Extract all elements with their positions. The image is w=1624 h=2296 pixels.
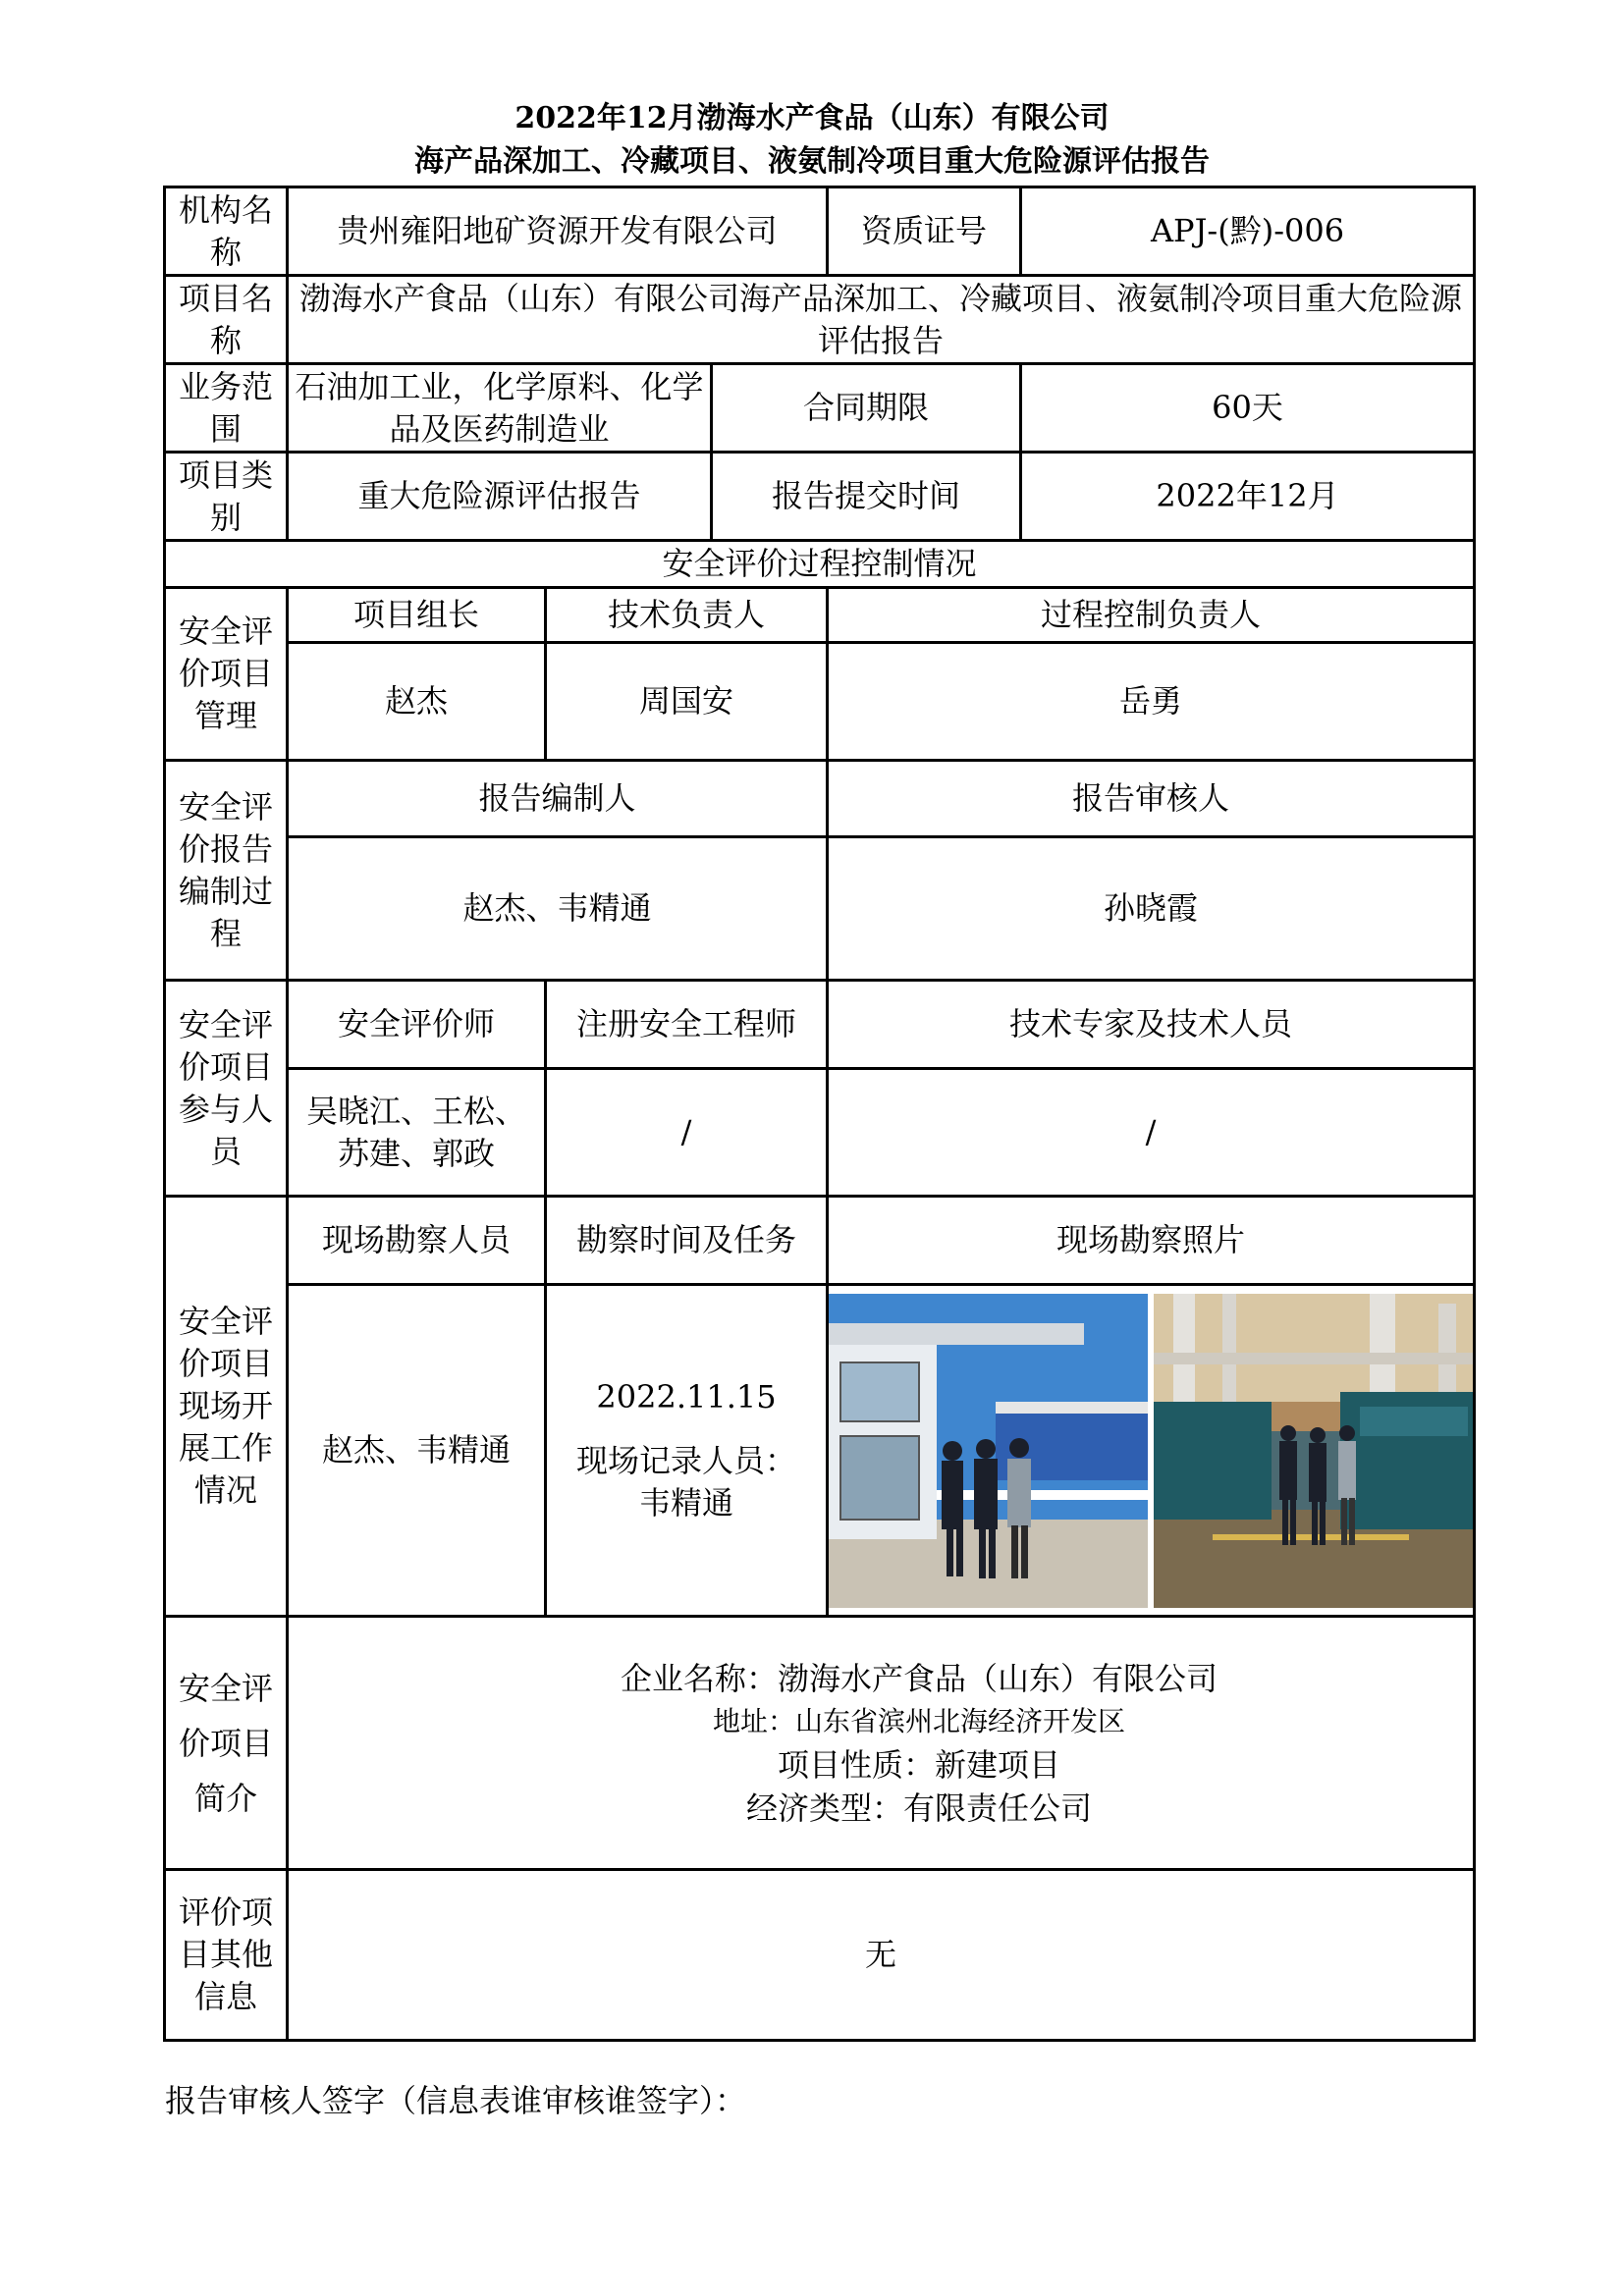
org-name-label: 机构名称 [165, 187, 288, 276]
tech-lead-value: 周国安 [546, 643, 828, 761]
document-title-line1: 2022年12月渤海水产食品（山东）有限公司 [514, 101, 1110, 135]
evaluator-value: 吴晓江、王松、苏建、郭政 [288, 1069, 546, 1197]
contract-term-value: 60天 [1021, 364, 1475, 453]
compiler-value: 赵杰、韦精通 [288, 837, 828, 981]
intro-value [288, 1617, 1475, 1870]
process-lead-header: 过程控制负责人 [828, 588, 1475, 643]
project-name-label: 项目名称 [165, 276, 288, 364]
site-staff-value: 赵杰、韦精通 [288, 1285, 546, 1617]
intro-econ: 经济类型：有限责任公司 [746, 1789, 1093, 1827]
evaluator-header: 安全评价师 [288, 981, 546, 1069]
registered-engineer-value: / [546, 1069, 828, 1197]
site-photos-header: 现场勘察照片 [828, 1197, 1475, 1285]
site-staff-header: 现场勘察人员 [288, 1197, 546, 1285]
project-type-label: 项目类别 [165, 453, 288, 541]
project-type-value: 重大危险源评估报告 [288, 453, 712, 541]
reviewer-header: 报告审核人 [828, 761, 1475, 837]
intro-nature: 项目性质：新建项目 [778, 1745, 1061, 1784]
site-photo-machine-room [1154, 1294, 1473, 1608]
evaluation-info-table [163, 186, 1476, 2042]
experts-header: 技术专家及技术人员 [828, 981, 1475, 1069]
reviewer-signature-label: 报告审核人签字（信息表谁审核谁签字）： [165, 2082, 747, 2119]
site-photos-cell [828, 1285, 1475, 1617]
other-info-label: 评价项目其他信息 [165, 1870, 288, 2041]
intro-address: 地址：山东省滨州北海经济开发区 [713, 1704, 1126, 1737]
cert-no-label: 资质证号 [828, 187, 1021, 276]
tech-lead-header: 技术负责人 [546, 588, 828, 643]
intro-label: 安全评价项目简介 [165, 1617, 288, 1870]
document-title-line2: 海产品深加工、冷藏项目、液氨制冷项目重大危险源评估报告 [414, 144, 1210, 179]
registered-engineer-header: 注册安全工程师 [546, 981, 828, 1069]
org-name-value: 贵州雍阳地矿资源开发有限公司 [288, 187, 828, 276]
leader-value: 赵杰 [288, 643, 546, 761]
site-time-task-header: 勘察时间及任务 [546, 1197, 828, 1285]
site-work-label: 安全评价项目现场开展工作情况 [165, 1197, 288, 1617]
site-time-task-value [546, 1285, 828, 1617]
process-control-heading: 安全评价过程控制情况 [165, 541, 1475, 588]
contract-term-label: 合同期限 [712, 364, 1021, 453]
submit-time-label: 报告提交时间 [712, 453, 1021, 541]
intro-company: 企业名称：渤海水产食品（山东）有限公司 [621, 1659, 1218, 1697]
site-recorder: 韦精通 [639, 1484, 734, 1522]
leader-header: 项目组长 [288, 588, 546, 643]
site-recorder-label: 现场记录人员： [576, 1442, 797, 1479]
business-scope-label: 业务范围 [165, 364, 288, 453]
cert-no-value: APJ-(黔)-006 [1021, 187, 1475, 276]
project-name-value: 渤海水产食品（山东）有限公司海产品深加工、冷藏项目、液氨制冷项目重大危险源评估报告 [288, 276, 1475, 364]
other-info-value: 无 [288, 1870, 1475, 2041]
site-date: 2022.11.15 [596, 1378, 777, 1415]
compiler-header: 报告编制人 [288, 761, 828, 837]
site-photo-gate [829, 1294, 1148, 1608]
reviewer-value: 孙晓霞 [828, 837, 1475, 981]
submit-time-value: 2022年12月 [1021, 453, 1475, 541]
process-lead-value: 岳勇 [828, 643, 1475, 761]
report-process-label: 安全评价报告编制过程 [165, 761, 288, 981]
participants-label: 安全评价项目参与人员 [165, 981, 288, 1197]
mgmt-label: 安全评价项目管理 [165, 588, 288, 761]
business-scope-value: 石油加工业，化学原料、化学品及医药制造业 [288, 364, 712, 453]
experts-value: / [828, 1069, 1475, 1197]
